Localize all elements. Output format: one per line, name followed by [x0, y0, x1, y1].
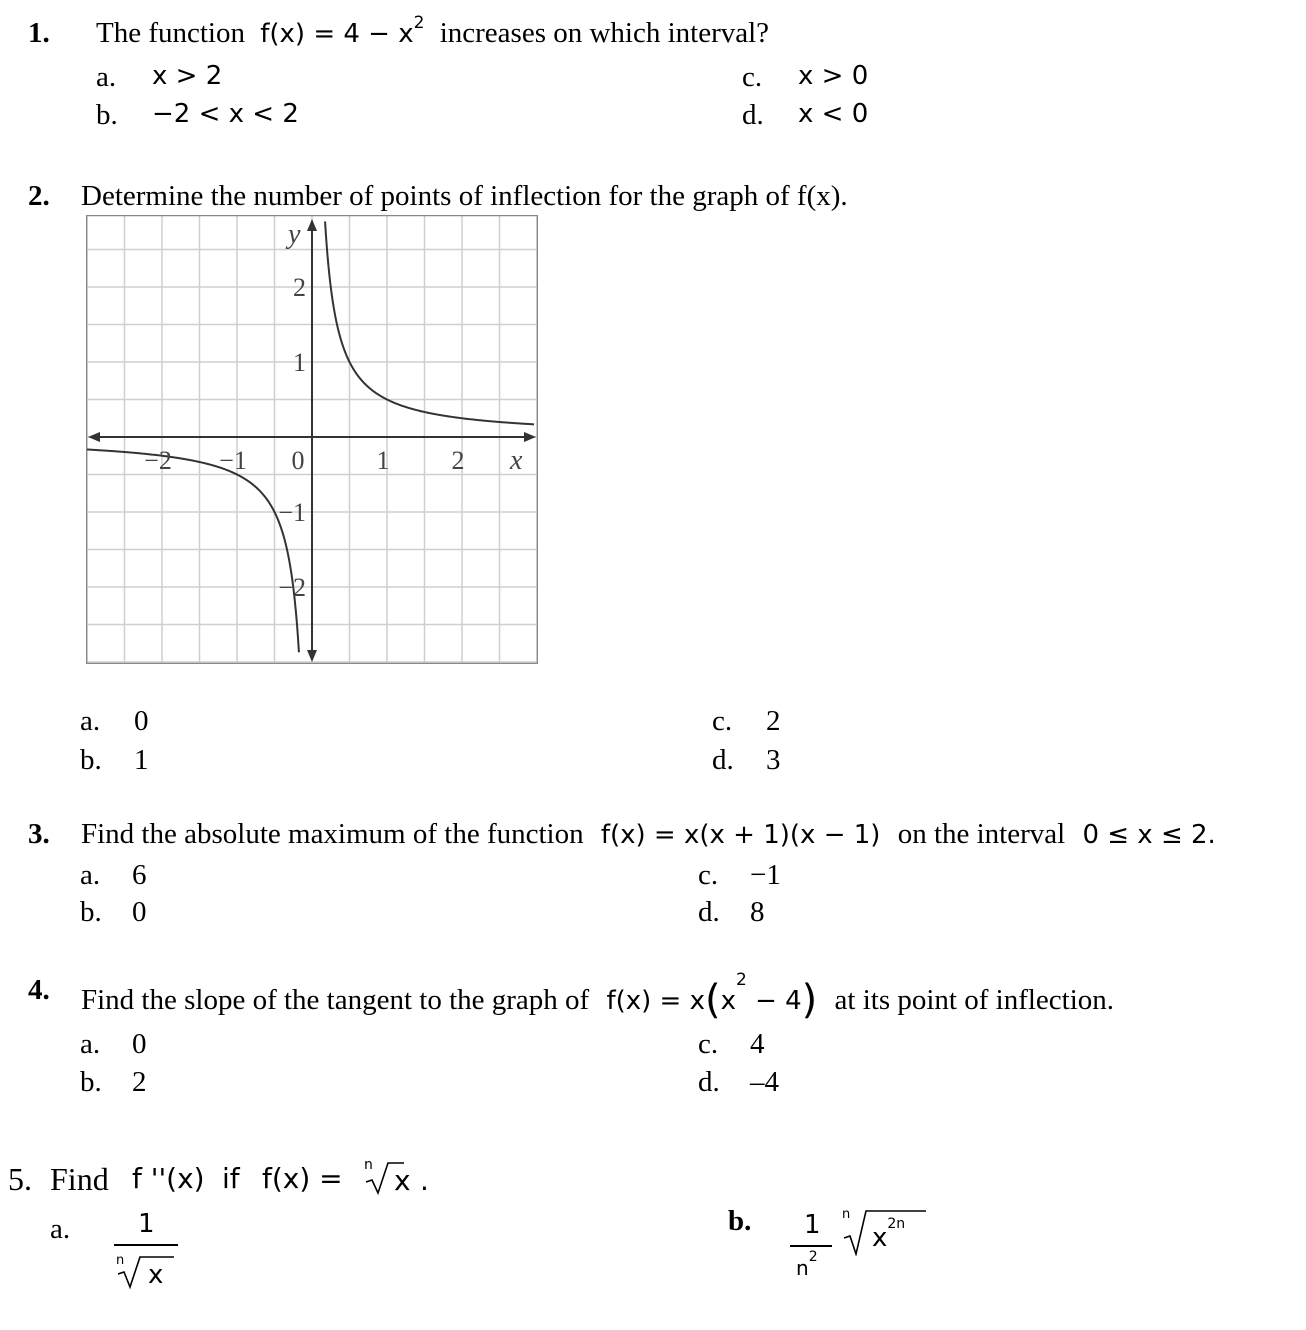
denominator: $n^2$: [796, 1249, 818, 1280]
exponent: 2: [413, 13, 425, 33]
y-tick-label: −1: [278, 498, 306, 527]
radicand: x: [148, 1260, 164, 1290]
option-d[interactable]: –4: [750, 1066, 779, 1098]
option-b[interactable]: −2 < x < 2: [152, 99, 299, 129]
option-letter: c.: [698, 859, 719, 891]
question-prompt: [81, 820, 1216, 849]
curve-left-branch: [87, 450, 299, 653]
prompt-math: $f(x) = x(x^2 - 4)$: [606, 970, 818, 1023]
x-axis-arrow-left: [88, 432, 100, 442]
x-axis-arrow-right: [524, 432, 536, 442]
root-index: n: [364, 1157, 373, 1173]
question-number: 5.: [8, 1161, 32, 1197]
option-letter: d.: [742, 99, 764, 131]
x-tick-label: −1: [219, 446, 247, 475]
y-tick-label: −2: [278, 573, 306, 602]
option-d[interactable]: x < 0: [798, 99, 869, 129]
y-axis-arrow-down: [307, 650, 317, 662]
question-prompt: [96, 13, 770, 49]
prompt-math: $f(x) = 4 - x^2$: [260, 13, 425, 49]
exponent: 2: [735, 970, 747, 990]
x-tick-label: 0: [291, 446, 305, 475]
option-b[interactable]: 2: [132, 1066, 147, 1098]
x-tick-label: 1: [376, 446, 390, 475]
option-letter: d.: [712, 744, 734, 776]
option-letter: b.: [96, 99, 118, 131]
question-number: 3.: [28, 818, 50, 850]
prompt-text: .: [420, 1164, 429, 1197]
y-tick-label: 1: [293, 348, 306, 377]
option-b[interactable]: 1: [134, 744, 149, 776]
option-c[interactable]: 2: [766, 705, 781, 737]
prompt-interval: 0 ≤ x ≤ 2.: [1082, 820, 1216, 850]
option-a[interactable]: 0: [134, 705, 149, 737]
y-tick-label: 2: [293, 273, 306, 302]
option-letter: d.: [698, 1066, 720, 1098]
option-a[interactable]: 6: [132, 859, 147, 891]
x-tick-label: −2: [144, 446, 172, 475]
numerator: 1: [138, 1209, 155, 1239]
option-letter: a.: [80, 1028, 101, 1060]
curve-right-branch: [325, 221, 534, 424]
fraction-bar: [114, 1244, 178, 1246]
option-a[interactable]: 0: [132, 1028, 147, 1060]
fraction-bar: [790, 1245, 832, 1247]
prompt-text: Find: [50, 1161, 109, 1197]
option-letter: d.: [698, 896, 720, 928]
option-c[interactable]: 4: [750, 1028, 765, 1060]
option-b[interactable]: 0: [132, 896, 147, 928]
prompt-text: Find the absolute maximum of the function: [81, 818, 584, 850]
option-letter: a.: [50, 1213, 71, 1245]
question-number: 2.: [28, 180, 50, 212]
option-letter: a.: [80, 859, 101, 891]
prompt-text: increases on which interval?: [439, 17, 770, 49]
root-index: n: [116, 1253, 125, 1268]
option-c[interactable]: −1: [750, 859, 781, 891]
prompt-text: Find the slope of the tangent to the graph of: [81, 984, 590, 1016]
y-axis-arrow-up: [307, 219, 317, 231]
y-axis-label: y: [288, 219, 301, 250]
radicand: x: [394, 1164, 411, 1197]
question-prompt: Determine the number of points of inflection for the graph of f(x).: [81, 180, 848, 212]
option-a[interactable]: x > 2: [152, 61, 223, 91]
option-letter: b.: [80, 744, 102, 776]
prompt-text: The function: [96, 17, 245, 49]
option-letter: b.: [728, 1205, 752, 1237]
prompt-text: if: [222, 1162, 240, 1195]
option-letter: c.: [698, 1028, 719, 1060]
numerator: 1: [804, 1210, 821, 1240]
option-d[interactable]: 8: [750, 896, 765, 928]
question-number: 4.: [28, 974, 50, 1006]
option-letter: b.: [80, 1066, 102, 1098]
option-letter: b.: [80, 896, 102, 928]
root-index: n: [842, 1207, 851, 1222]
prompt-text: at its point of inflection.: [834, 984, 1115, 1016]
option-d[interactable]: 3: [766, 744, 781, 776]
option-letter: c.: [712, 705, 733, 737]
radical-sign: [116, 1254, 176, 1290]
prompt-math: f(x) = x(x + 1)(x − 1): [600, 820, 881, 850]
prompt-text: on the interval: [897, 818, 1066, 850]
option-letter: a.: [80, 705, 101, 737]
function-graph: [86, 215, 538, 664]
option-c[interactable]: x > 0: [798, 61, 869, 91]
axis-labels: [144, 219, 523, 602]
question-number: 1.: [28, 17, 50, 49]
option-letter: c.: [742, 61, 763, 93]
option-letter: a.: [96, 61, 117, 93]
axes: [88, 219, 536, 662]
radicand: $x^{2n}$: [872, 1216, 906, 1253]
question-prompt: [81, 970, 1115, 1023]
prompt-math: f ''(x): [132, 1162, 205, 1195]
prompt-math: f(x) =: [262, 1162, 343, 1195]
x-axis-label: x: [510, 445, 523, 476]
x-tick-label: 2: [451, 446, 465, 475]
